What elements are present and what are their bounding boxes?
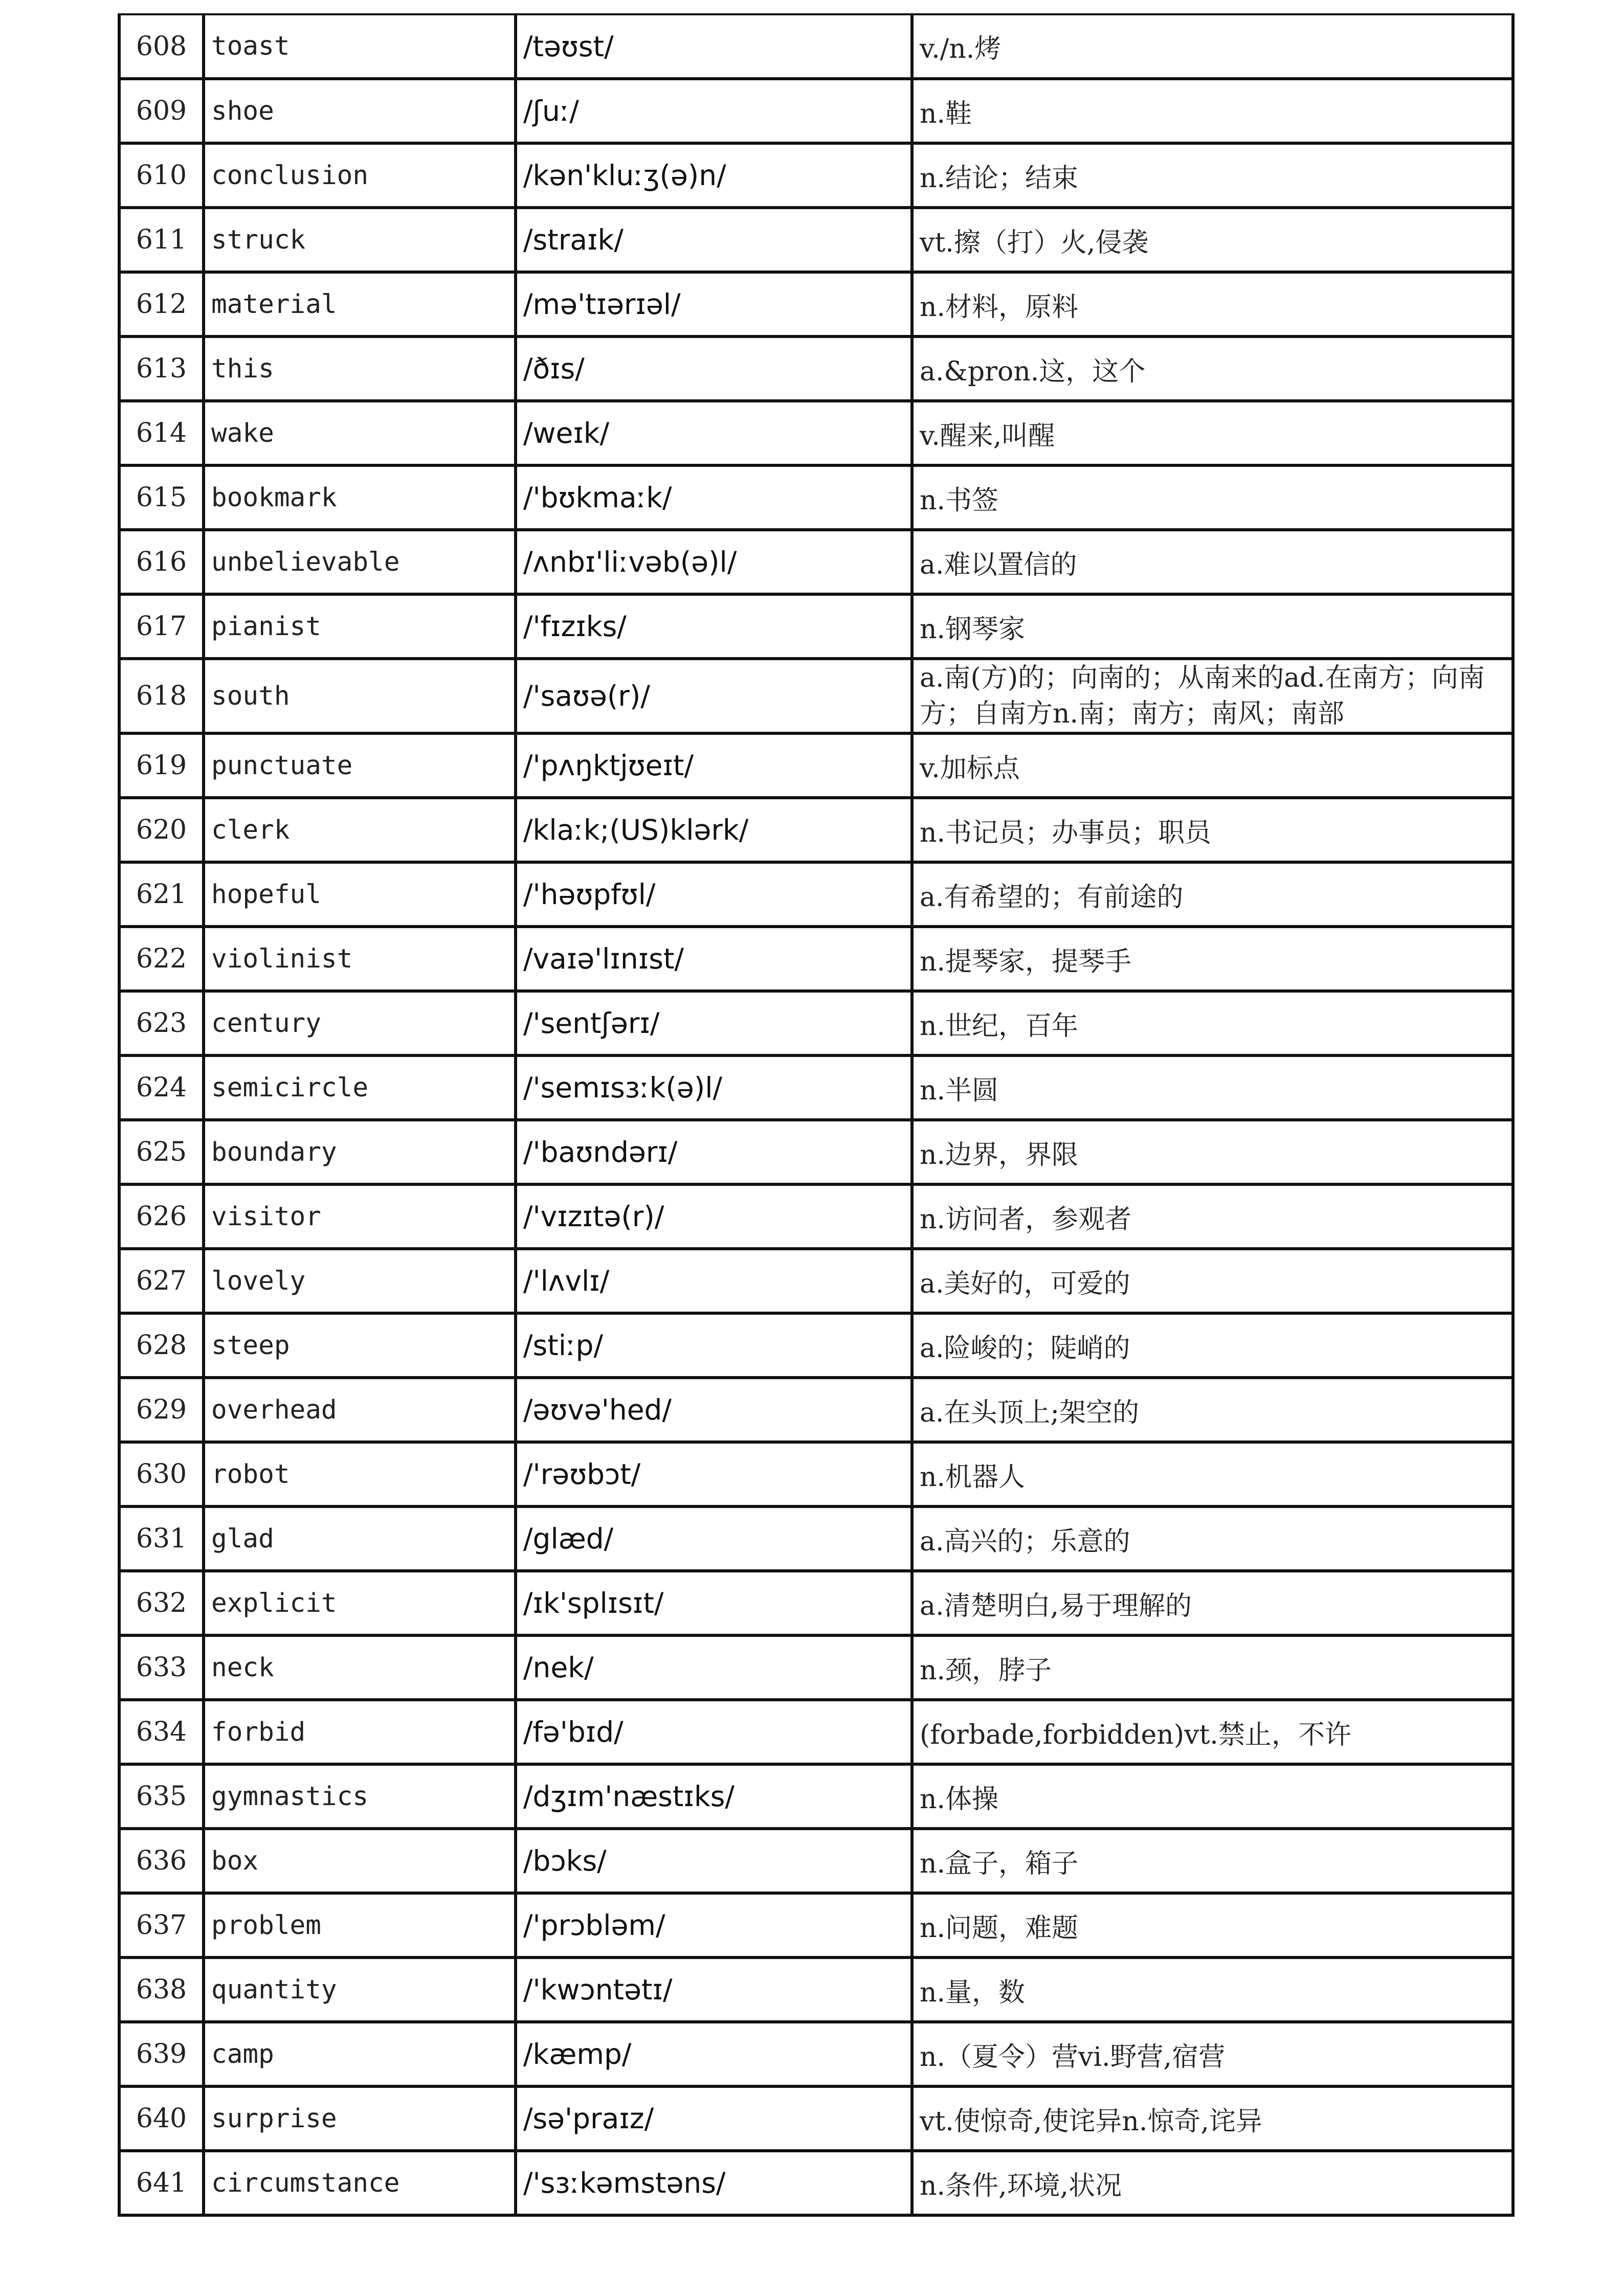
word-cell: lovely xyxy=(204,1249,516,1313)
meaning-cell: a.&pron.这，这个 xyxy=(912,336,1513,401)
row-number: 614 xyxy=(119,401,204,465)
word-cell: shoe xyxy=(204,79,516,143)
table-row xyxy=(119,143,1513,208)
table-row xyxy=(119,1571,1513,1635)
meaning-cell: v.醒来,叫醒 xyxy=(912,401,1513,465)
meaning-cell: a.在头顶上;架空的 xyxy=(912,1378,1513,1442)
row-number: 625 xyxy=(119,1120,204,1184)
row-number: 615 xyxy=(119,465,204,530)
meaning-cell: n.提琴家，提琴手 xyxy=(912,927,1513,991)
meaning-cell: n.访问者，参观者 xyxy=(912,1184,1513,1249)
phonetic-cell: /ðɪs/ xyxy=(516,336,912,401)
row-number: 611 xyxy=(119,208,204,272)
phonetic-cell: /sə'praɪz/ xyxy=(516,2086,912,2151)
meaning-cell: n.材料，原料 xyxy=(912,272,1513,336)
meaning-cell: n.半圆 xyxy=(912,1055,1513,1120)
word-cell: century xyxy=(204,991,516,1055)
table-row xyxy=(119,14,1513,79)
phonetic-cell: /'fɪzɪks/ xyxy=(516,594,912,659)
meaning-cell: n.书记员；办事员；职员 xyxy=(912,798,1513,862)
row-number: 618 xyxy=(119,659,204,733)
meaning-cell: a.南(方)的；向南的；从南来的ad.在南方；向南方；自南方n.南；南方；南风；南部 xyxy=(912,659,1513,733)
meaning-cell: n.结论；结束 xyxy=(912,143,1513,208)
word-cell: material xyxy=(204,272,516,336)
table-row xyxy=(119,2151,1513,2215)
phonetic-cell: /'saʊə(r)/ xyxy=(516,659,912,733)
table-row xyxy=(119,1764,1513,1829)
word-cell: robot xyxy=(204,1442,516,1506)
row-number: 630 xyxy=(119,1442,204,1506)
meaning-cell: n.边界，界限 xyxy=(912,1120,1513,1184)
word-cell: circumstance xyxy=(204,2151,516,2215)
meaning-cell: a.美好的，可爱的 xyxy=(912,1249,1513,1313)
phonetic-cell: /dʒɪm'næstɪks/ xyxy=(516,1764,912,1829)
word-cell: explicit xyxy=(204,1571,516,1635)
table-row xyxy=(119,1506,1513,1571)
table-row xyxy=(119,927,1513,991)
row-number: 631 xyxy=(119,1506,204,1571)
table-row xyxy=(119,1120,1513,1184)
phonetic-cell: /əʊvə'hed/ xyxy=(516,1378,912,1442)
word-cell: south xyxy=(204,659,516,733)
table-row xyxy=(119,1957,1513,2022)
table-row xyxy=(119,1700,1513,1764)
word-cell: unbelievable xyxy=(204,530,516,594)
table-row xyxy=(119,2086,1513,2151)
phonetic-cell: /glæd/ xyxy=(516,1506,912,1571)
row-number: 628 xyxy=(119,1313,204,1378)
word-cell: semicircle xyxy=(204,1055,516,1120)
row-number: 616 xyxy=(119,530,204,594)
table-row xyxy=(119,1378,1513,1442)
phonetic-cell: /'baʊndərɪ/ xyxy=(516,1120,912,1184)
table-row xyxy=(119,272,1513,336)
table-row xyxy=(119,659,1513,733)
phonetic-cell: /straɪk/ xyxy=(516,208,912,272)
row-number: 634 xyxy=(119,1700,204,1764)
phonetic-cell: /vaɪə'lɪnɪst/ xyxy=(516,927,912,991)
phonetic-cell: /kæmp/ xyxy=(516,2022,912,2086)
table-row xyxy=(119,1635,1513,1700)
phonetic-cell: /nek/ xyxy=(516,1635,912,1700)
meaning-cell: n.问题，难题 xyxy=(912,1893,1513,1957)
word-cell: toast xyxy=(204,14,516,79)
phonetic-cell: /'rəʊbɔt/ xyxy=(516,1442,912,1506)
word-cell: overhead xyxy=(204,1378,516,1442)
phonetic-cell: /'prɔbləm/ xyxy=(516,1893,912,1957)
word-cell: problem xyxy=(204,1893,516,1957)
row-number: 622 xyxy=(119,927,204,991)
word-cell: conclusion xyxy=(204,143,516,208)
meaning-cell: a.难以置信的 xyxy=(912,530,1513,594)
meaning-cell: vt.擦（打）火,侵袭 xyxy=(912,208,1513,272)
word-cell: bookmark xyxy=(204,465,516,530)
table-row xyxy=(119,1442,1513,1506)
vocabulary-table-body xyxy=(119,14,1513,2215)
row-number: 636 xyxy=(119,1829,204,1893)
phonetic-cell: /'həʊpfʊl/ xyxy=(516,862,912,927)
row-number: 609 xyxy=(119,79,204,143)
word-cell: steep xyxy=(204,1313,516,1378)
row-number: 627 xyxy=(119,1249,204,1313)
word-cell: this xyxy=(204,336,516,401)
meaning-cell: a.高兴的；乐意的 xyxy=(912,1506,1513,1571)
phonetic-cell: /'lʌvlɪ/ xyxy=(516,1249,912,1313)
meaning-cell: n.机器人 xyxy=(912,1442,1513,1506)
row-number: 620 xyxy=(119,798,204,862)
word-cell: hopeful xyxy=(204,862,516,927)
table-row xyxy=(119,1313,1513,1378)
phonetic-cell: /'sentʃərɪ/ xyxy=(516,991,912,1055)
table-row xyxy=(119,401,1513,465)
meaning-cell: n.鞋 xyxy=(912,79,1513,143)
meaning-cell: n.量，数 xyxy=(912,1957,1513,2022)
meaning-cell: n.钢琴家 xyxy=(912,594,1513,659)
meaning-cell: n.体操 xyxy=(912,1764,1513,1829)
row-number: 624 xyxy=(119,1055,204,1120)
phonetic-cell: /'sɜːkəmstəns/ xyxy=(516,2151,912,2215)
phonetic-cell: /'vɪzɪtə(r)/ xyxy=(516,1184,912,1249)
table-row xyxy=(119,1055,1513,1120)
table-row xyxy=(119,1249,1513,1313)
phonetic-cell: /kən'kluːʒ(ə)n/ xyxy=(516,143,912,208)
row-number: 623 xyxy=(119,991,204,1055)
row-number: 635 xyxy=(119,1764,204,1829)
table-row xyxy=(119,991,1513,1055)
word-cell: violinist xyxy=(204,927,516,991)
word-cell: surprise xyxy=(204,2086,516,2151)
table-row xyxy=(119,465,1513,530)
meaning-cell: n.颈，脖子 xyxy=(912,1635,1513,1700)
table-row xyxy=(119,1184,1513,1249)
phonetic-cell: /'bʊkmaːk/ xyxy=(516,465,912,530)
table-row xyxy=(119,2022,1513,2086)
word-cell: quantity xyxy=(204,1957,516,2022)
word-cell: forbid xyxy=(204,1700,516,1764)
row-number: 608 xyxy=(119,14,204,79)
row-number: 633 xyxy=(119,1635,204,1700)
phonetic-cell: /ʃuː/ xyxy=(516,79,912,143)
word-cell: neck xyxy=(204,1635,516,1700)
phonetic-cell: /mə'tɪərɪəl/ xyxy=(516,272,912,336)
table-row xyxy=(119,862,1513,927)
table-row xyxy=(119,798,1513,862)
row-number: 638 xyxy=(119,1957,204,2022)
word-cell: gymnastics xyxy=(204,1764,516,1829)
meaning-cell: v./n.烤 xyxy=(912,14,1513,79)
phonetic-cell: /ɪk'splɪsɪt/ xyxy=(516,1571,912,1635)
row-number: 621 xyxy=(119,862,204,927)
word-cell: struck xyxy=(204,208,516,272)
phonetic-cell: /'pʌŋktjʊeɪt/ xyxy=(516,733,912,798)
table-row xyxy=(119,1829,1513,1893)
meaning-cell: n.条件,环境,状况 xyxy=(912,2151,1513,2215)
row-number: 640 xyxy=(119,2086,204,2151)
word-cell: glad xyxy=(204,1506,516,1571)
word-cell: clerk xyxy=(204,798,516,862)
row-number: 612 xyxy=(119,272,204,336)
table-row xyxy=(119,733,1513,798)
word-cell: visitor xyxy=(204,1184,516,1249)
row-number: 613 xyxy=(119,336,204,401)
row-number: 637 xyxy=(119,1893,204,1957)
phonetic-cell: /təʊst/ xyxy=(516,14,912,79)
meaning-cell: a.清楚明白,易于理解的 xyxy=(912,1571,1513,1635)
phonetic-cell: /bɔks/ xyxy=(516,1829,912,1893)
row-number: 619 xyxy=(119,733,204,798)
word-cell: camp xyxy=(204,2022,516,2086)
meaning-cell: n.盒子，箱子 xyxy=(912,1829,1513,1893)
row-number: 610 xyxy=(119,143,204,208)
word-cell: box xyxy=(204,1829,516,1893)
meaning-cell: a.有希望的；有前途的 xyxy=(912,862,1513,927)
row-number: 639 xyxy=(119,2022,204,2086)
table-row xyxy=(119,1893,1513,1957)
meaning-cell: v.加标点 xyxy=(912,733,1513,798)
row-number: 626 xyxy=(119,1184,204,1249)
table-row xyxy=(119,79,1513,143)
phonetic-cell: /fə'bɪd/ xyxy=(516,1700,912,1764)
table-row xyxy=(119,336,1513,401)
phonetic-cell: /stiːp/ xyxy=(516,1313,912,1378)
phonetic-cell: /'semɪsɜːk(ə)l/ xyxy=(516,1055,912,1120)
word-cell: pianist xyxy=(204,594,516,659)
meaning-cell: n.（夏令）营vi.野营,宿营 xyxy=(912,2022,1513,2086)
vocabulary-table xyxy=(118,13,1515,2217)
row-number: 617 xyxy=(119,594,204,659)
meaning-cell: n.书签 xyxy=(912,465,1513,530)
row-number: 632 xyxy=(119,1571,204,1635)
phonetic-cell: /klaːk;(US)klərk/ xyxy=(516,798,912,862)
word-cell: wake xyxy=(204,401,516,465)
meaning-cell: a.险峻的；陡峭的 xyxy=(912,1313,1513,1378)
table-row xyxy=(119,594,1513,659)
row-number: 629 xyxy=(119,1378,204,1442)
word-cell: punctuate xyxy=(204,733,516,798)
phonetic-cell: /'kwɔntətɪ/ xyxy=(516,1957,912,2022)
meaning-cell: n.世纪，百年 xyxy=(912,991,1513,1055)
table-row xyxy=(119,208,1513,272)
phonetic-cell: /ʌnbɪ'liːvəb(ə)l/ xyxy=(516,530,912,594)
table-row xyxy=(119,530,1513,594)
phonetic-cell: /weɪk/ xyxy=(516,401,912,465)
row-number: 641 xyxy=(119,2151,204,2215)
meaning-cell: (forbade,forbidden)vt.禁止，不许 xyxy=(912,1700,1513,1764)
word-cell: boundary xyxy=(204,1120,516,1184)
meaning-cell: vt.使惊奇,使诧异n.惊奇,诧异 xyxy=(912,2086,1513,2151)
